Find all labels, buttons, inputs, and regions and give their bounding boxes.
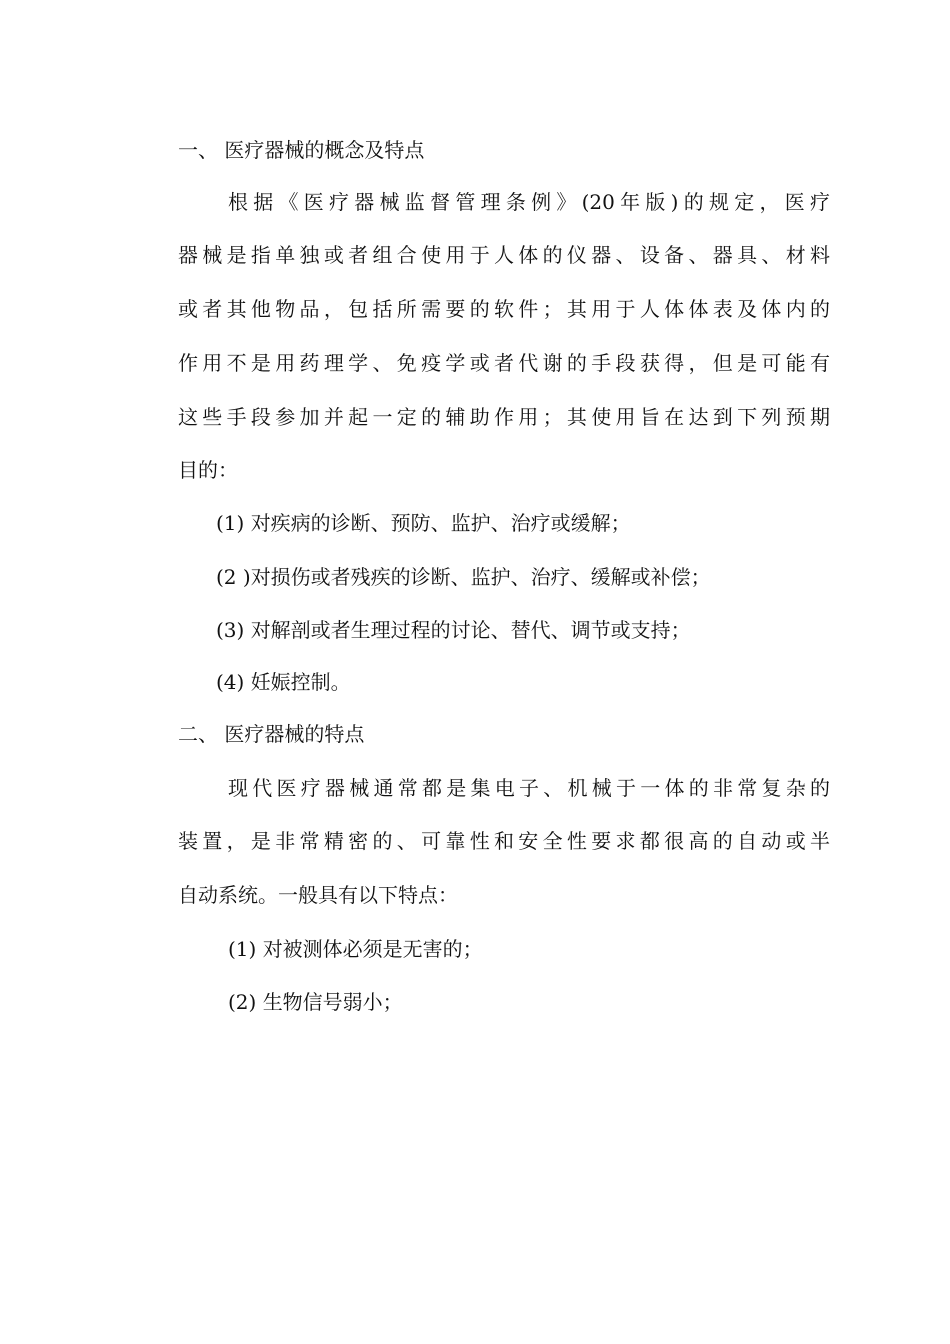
section-1-paragraph-line-1: 根据《医疗器械监督管理条例》(20年版)的规定，医疗 <box>228 190 830 214</box>
section-2-paragraph-line-1: 现代医疗器械通常都是集电子、机械于一体的非常复杂的 <box>228 776 830 800</box>
section-1-list-item: (4) 妊娠控制。 <box>216 670 351 694</box>
section-1-list-item: (2 )对损伤或者残疾的诊断、监护、治疗、缓解或补偿； <box>216 565 711 589</box>
section-1-paragraph-line-5: 这些手段参加并起一定的辅助作用；其使用旨在达到下列预期 <box>178 405 830 429</box>
section-2-list-item: (2) 生物信号弱小； <box>228 990 403 1014</box>
section-1-paragraph-line-2: 器械是指单独或者组合使用于人体的仪器、设备、器具、材料 <box>178 243 830 267</box>
section-2-paragraph-line-2: 装置，是非常精密的、可靠性和安全性要求都很高的自动或半 <box>178 829 830 853</box>
section-2-heading: 二、 医疗器械的特点 <box>178 722 365 746</box>
section-1-list-item: (3) 对解剖或者生理过程的讨论、替代、调节或支持； <box>216 618 691 642</box>
section-1-paragraph-line-3: 或者其他物品，包括所需要的软件；其用于人体体表及体内的 <box>178 297 830 321</box>
section-1-list-item: (1) 对疾病的诊断、预防、监护、治疗或缓解； <box>216 511 631 535</box>
section-1-paragraph-line-4: 作用不是用药理学、免疫学或者代谢的手段获得，但是可能有 <box>178 351 830 375</box>
section-2-paragraph-line-3: 自动系统。一般具有以下特点： <box>178 883 458 907</box>
section-1-paragraph-line-6: 目的： <box>178 458 238 482</box>
section-1-heading: 一、 医疗器械的概念及特点 <box>178 138 425 162</box>
section-2-list-item: (1) 对被测体必须是无害的； <box>228 937 483 961</box>
